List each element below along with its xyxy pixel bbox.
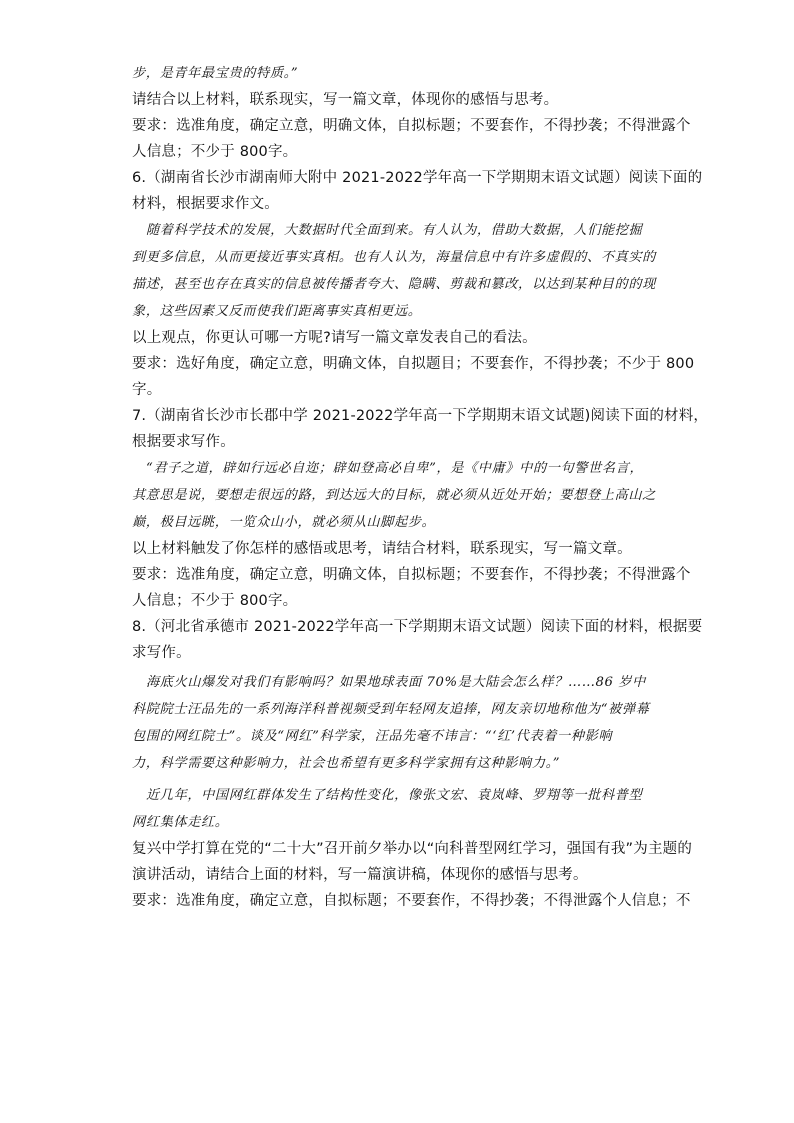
material-line: 巅，极目远眺，一览众山小，就必须从山脚起步。 bbox=[132, 515, 436, 530]
text-line: 要求：选准角度，确定立意，自拟标题；不要套作，不得抄袭；不得泄露个人信息；不 bbox=[132, 893, 691, 909]
text-line: 演讲活动，请结合上面的材料，写一篇演讲稿，体现你的感悟与思考。 bbox=[132, 867, 588, 883]
question-heading: 7.（湖南省长沙市长郡中学 2021-2022学年高一下学期期末语文试题)阅读下面的材料， bbox=[132, 408, 709, 424]
material-line: 力，科学需要这种影响力，社会也希望有更多科学家拥有这种影响力。” bbox=[132, 756, 561, 771]
text-line: 步，是青年最宝贵的特质。” bbox=[132, 66, 299, 81]
material-line: 其意思是说，要想走很远的路，到达远大的目标，就必须从近处开始；要想登上高山之 bbox=[132, 488, 656, 503]
material-line: 海底火山爆发对我们有影响吗？如果地球表面 70%是大陆会怎么样？……86 岁中 bbox=[146, 675, 646, 690]
text-line: 求写作。 bbox=[132, 645, 191, 661]
material-line: 近几年，中国网红群体发生了结构性变化，像张文宏、袁岚峰、罗翔等一批科普型 bbox=[146, 788, 643, 803]
material-line: 科院院士汪品先的一系列海洋科普视频受到年轻网友追捧，网友亲切地称他为“被弹幕 bbox=[132, 702, 650, 717]
text-line: 要求：选准角度，确定立意，明确文体，自拟标题；不要套作，不得抄袭；不得泄露个 bbox=[132, 567, 691, 583]
question-heading: 8.（河北省承德市 2021-2022学年高一下学期期末语文试题）阅读下面的材料，根据要 bbox=[132, 619, 703, 635]
material-line: 随着科学技术的发展，大数据时代全面到来。有人认为，借助大数据，人们能挖掘 bbox=[146, 223, 643, 238]
text-line: 人信息；不少于 800字。 bbox=[132, 144, 298, 160]
page-content bbox=[132, 60, 709, 914]
text-line: 人信息；不少于 800字。 bbox=[132, 593, 298, 609]
material-line: 到更多信息，从而更接近事实真相。也有人认为，海量信息中有许多虚假的、不真实的 bbox=[132, 250, 656, 265]
question-heading: 6.（湖南省长沙市湖南师大附中 2021-2022学年高一下学期期末语文试题）阅读下面的 bbox=[132, 170, 703, 186]
text-line: 材料，根据要求作文。 bbox=[132, 196, 279, 212]
text-line: 字。 bbox=[132, 382, 162, 398]
text-line: 要求：选好角度，确定立意，明确文体，自拟题目；不要套作，不得抄袭；不少于 800 bbox=[132, 356, 695, 372]
text-line: 请结合以上材料，联系现实，写一篇文章，体现你的感悟与思考。 bbox=[132, 92, 559, 108]
text-line: 要求：选准角度，确定立意，明确文体，自拟标题；不要套作，不得抄袭；不得泄露个 bbox=[132, 118, 691, 134]
material-line: “君子之道，辟如行远必自迩；辟如登高必自卑”，是《中庸》中的一句警世名言， bbox=[146, 461, 644, 476]
text-line: 根据要求写作。 bbox=[132, 434, 235, 450]
text-line: 复兴中学打算在党的“二十大”召开前夕举办以“向科普型网红学习，强国有我”为主题的 bbox=[132, 841, 693, 857]
material-line: 描述，甚至也存在真实的信息被传播者夸大、隐瞒、剪裁和篡改，以达到某种目的的现 bbox=[132, 277, 656, 292]
material-line: 网红集体走红。 bbox=[132, 815, 229, 830]
text-line: 以上观点，你更认可哪一方呢?请写一篇文章发表自己的看法。 bbox=[132, 330, 537, 346]
material-line: 象，这些因素又反而使我们距离事实真相更远。 bbox=[132, 304, 422, 319]
material-line: 包围的网红院士”。谈及“网红”科学家，汪品先毫不讳言：“‘红’代表着一种影响 bbox=[132, 729, 613, 744]
text-line: 以上材料触发了你怎样的感悟或思考，请结合材料，联系现实，写一篇文章。 bbox=[132, 541, 632, 557]
